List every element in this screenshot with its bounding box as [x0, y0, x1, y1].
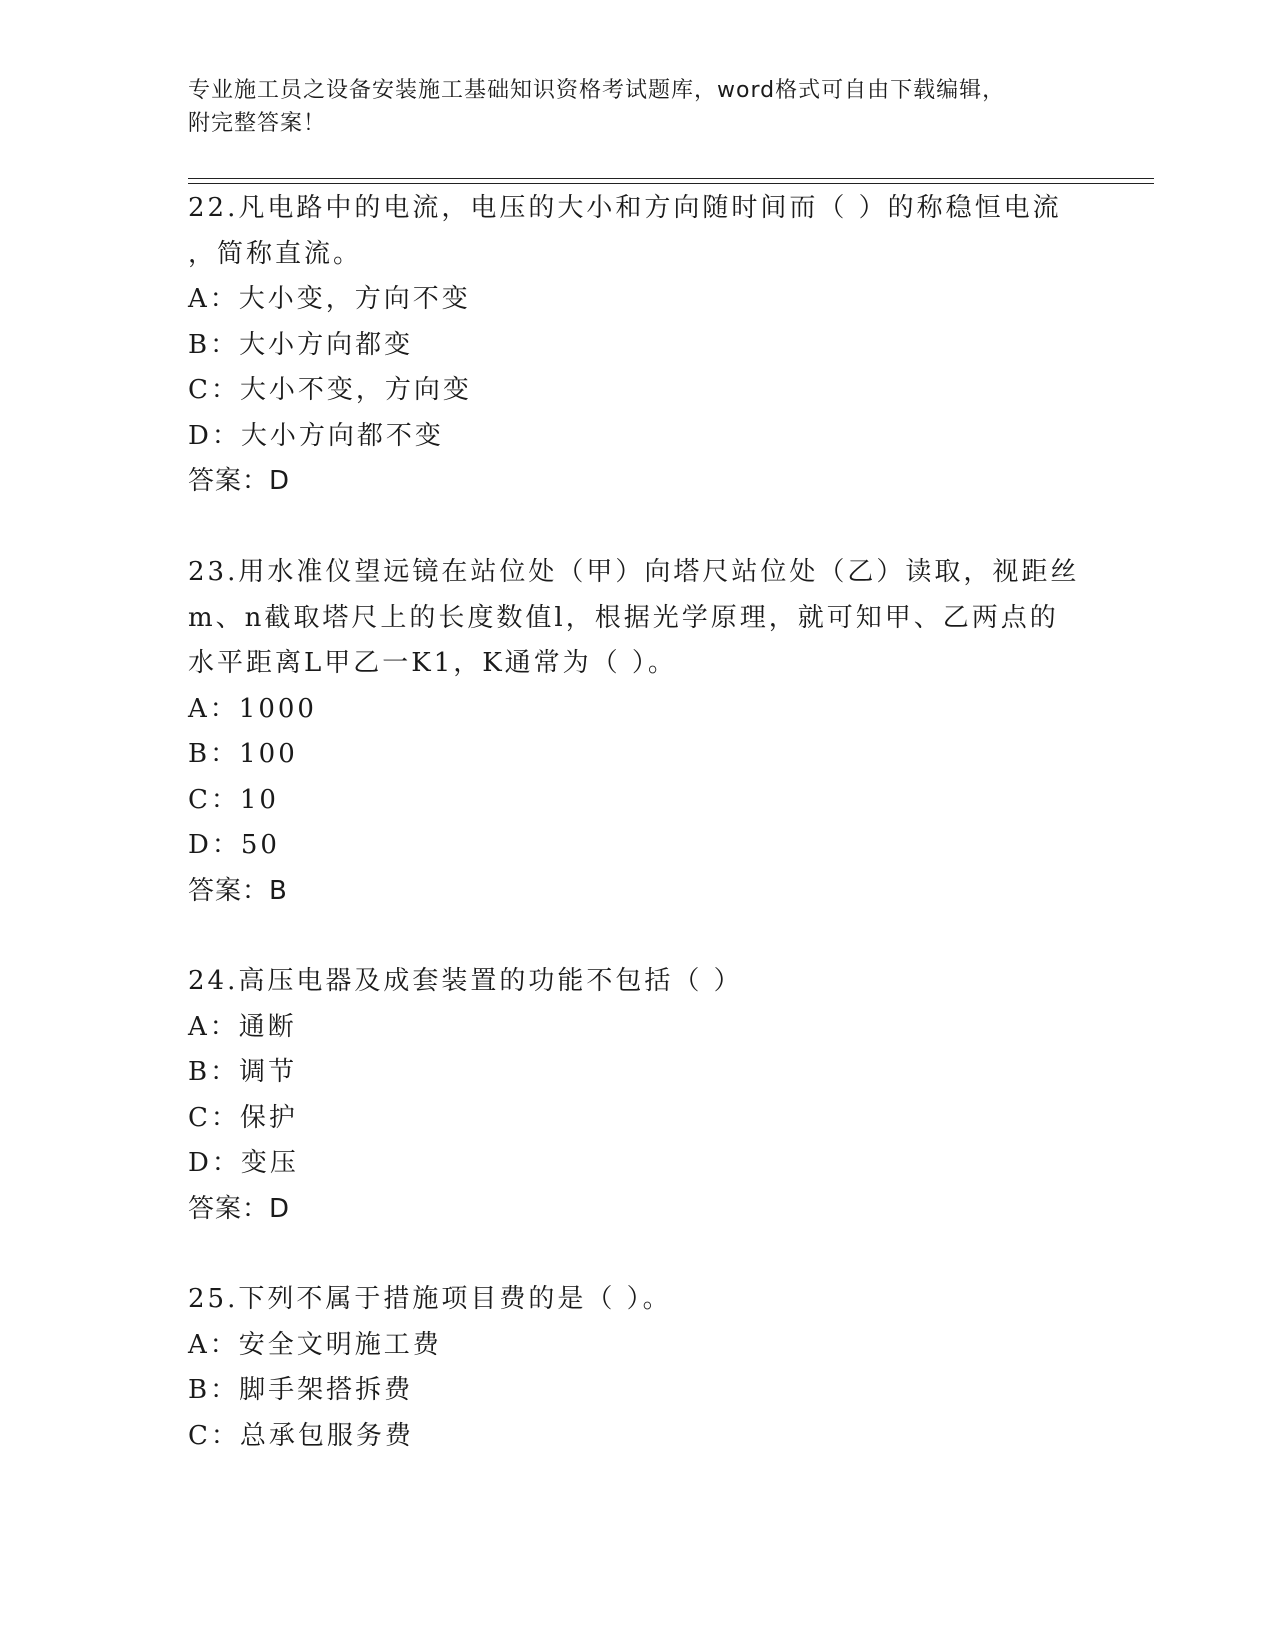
option-a: A：通断 [188, 1011, 297, 1042]
header-line-2: 附完整答案！ [188, 111, 327, 136]
option-d: D：变压 [188, 1148, 299, 1178]
option-b: B：脚手架搭拆费 [188, 1375, 414, 1405]
option-c: C：保护 [188, 1102, 298, 1133]
header-divider-top [188, 178, 1154, 179]
option-b: B：调节 [188, 1057, 298, 1087]
option-c: C：大小不变，方向变 [188, 375, 472, 405]
option-b: B：大小方向都变 [188, 329, 414, 360]
question-22 [188, 186, 1088, 505]
question-25 [188, 1277, 1088, 1459]
document-header [188, 74, 1088, 140]
option-a: A：大小变，方向不变 [188, 284, 471, 314]
question-23 [188, 550, 1088, 914]
question-stem-line: 22.凡电路中的电流，电压的大小和方向随时间而（ ）的称稳恒电流 [188, 193, 1062, 223]
question-stem-line: m、n截取塔尺上的长度数值l，根据光学原理，就可知甲、乙两点的 [188, 602, 1059, 633]
question-stem-line: 25.下列不属于措施项目费的是（ ）。 [188, 1284, 672, 1314]
header-line-1: 专业施工员之设备安装施工基础知识资格考试题库，word格式可自由下载编辑， [188, 78, 1006, 103]
question-stem-line: 24.高压电器及成套装置的功能不包括（ ） [188, 966, 743, 996]
question-24 [188, 959, 1088, 1232]
option-b: B：100 [188, 739, 298, 769]
option-d: D：大小方向都不变 [188, 420, 444, 451]
question-stem-line: 水平距离L甲乙一K1，K通常为（ ）。 [188, 648, 677, 678]
option-a: A：1000 [188, 693, 317, 724]
question-stem-line: ，简称直流。 [188, 238, 363, 269]
option-c: C：10 [188, 784, 279, 815]
option-c: C：总承包服务费 [188, 1420, 414, 1451]
answer-label: 答案：D [188, 1193, 291, 1224]
answer-label: 答案：B [188, 875, 288, 906]
option-a: A：安全文明施工费 [188, 1329, 442, 1360]
question-stem-line: 23.用水准仪望远镜在站位处（甲）向塔尺站位处（乙）读取，视距丝 [188, 557, 1080, 587]
answer-label: 答案：D [188, 466, 291, 496]
header-divider-bottom [188, 183, 1154, 184]
option-d: D：50 [188, 830, 280, 860]
